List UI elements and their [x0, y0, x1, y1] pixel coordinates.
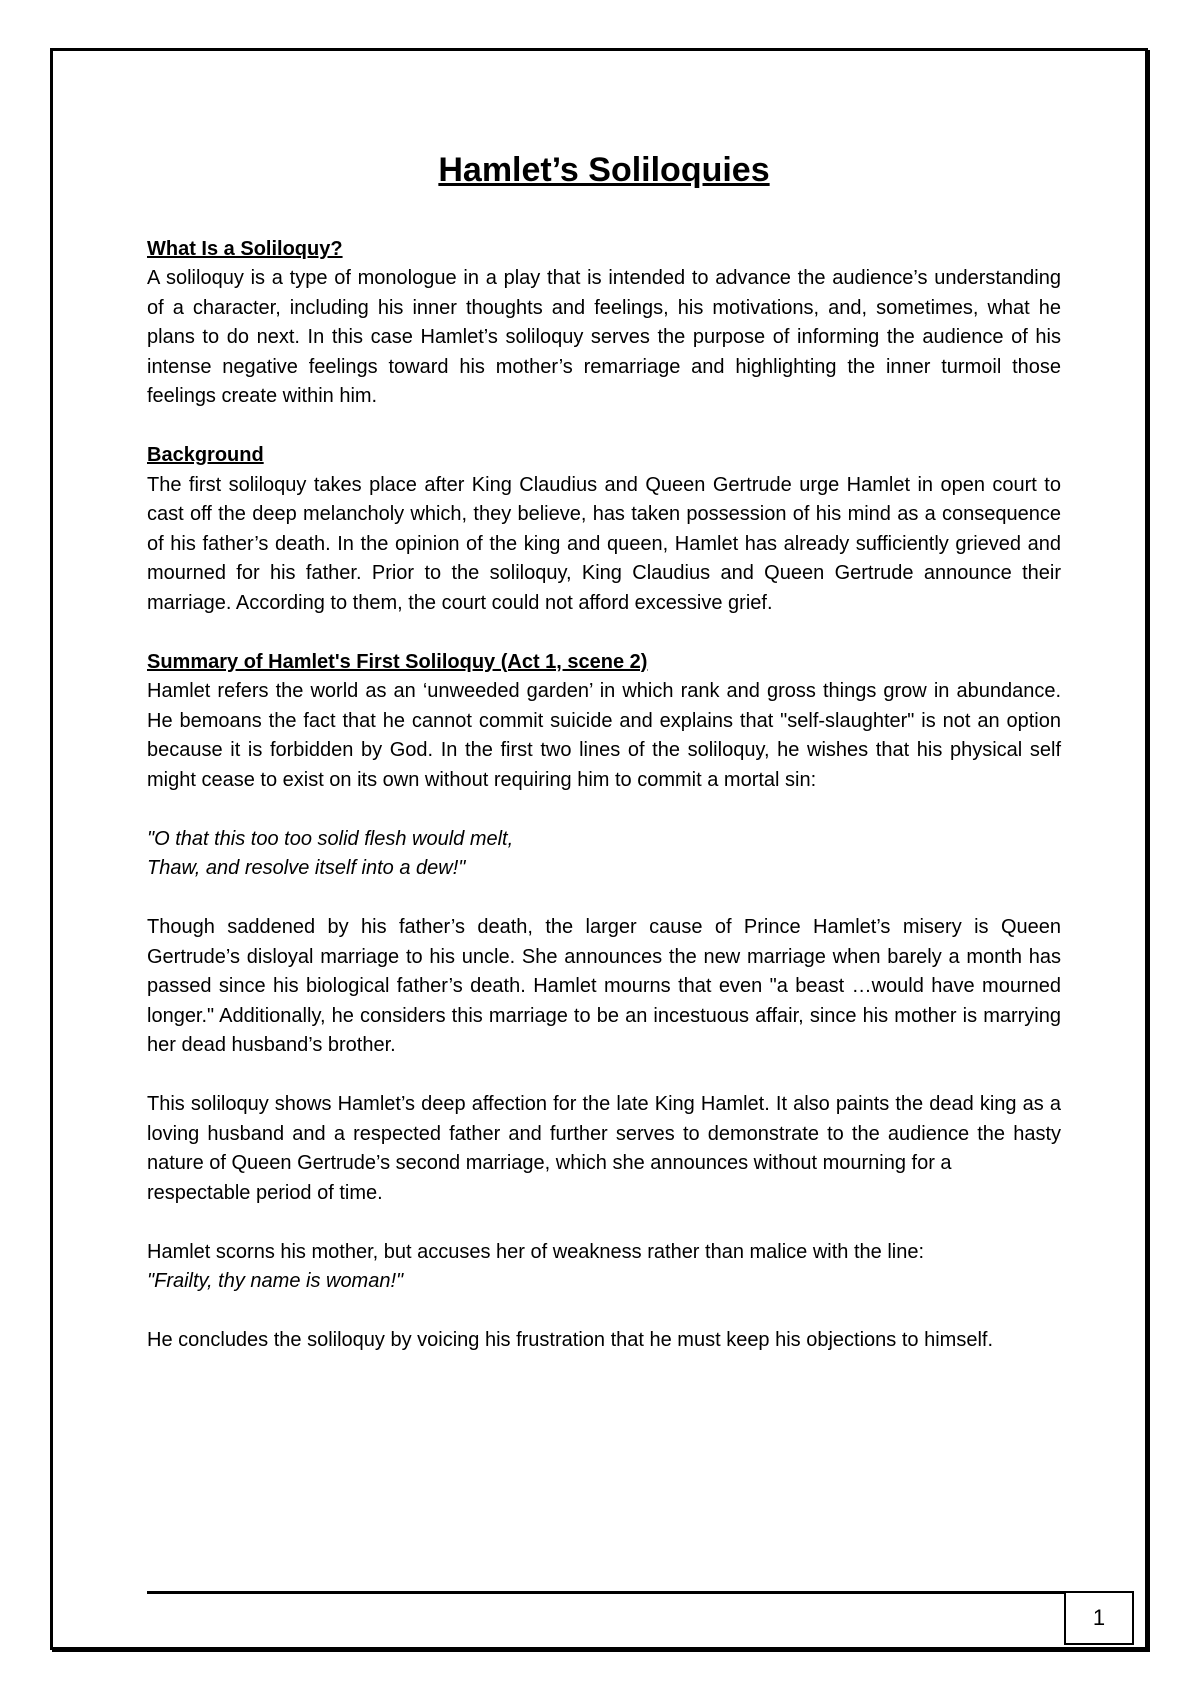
- spacer: [147, 618, 1061, 648]
- quote-line-1: "O that this too too solid flesh would melt,: [147, 827, 514, 850]
- spacer: [147, 1297, 1061, 1327]
- paragraph-affection-end: respectable period of time.: [147, 1181, 383, 1204]
- quote-line-2: Thaw, and resolve itself into a dew!": [147, 857, 466, 880]
- paragraph-conclusion: He concludes the soliloquy by voicing his frustration that he must keep his objections to himself.: [147, 1329, 993, 1352]
- spacer: [147, 1061, 1061, 1091]
- paragraph-what-is-soliloquy: A soliloquy is a type of monologue in a play that is intended to advance the audience’s understanding of a character, including his inner thoughts and feelings, his motivations, and, sometimes, what he plans to do next. In this case Hamlet’s soliloquy serves the purpose of informing the audience of his intense negative feelings toward his mother’s remarriage and highlighting the inner turmoil those feelings create within him.: [147, 267, 1061, 408]
- paragraph-affection: This soliloquy shows Hamlet’s deep affection for the late King Hamlet. It also paints the dead king as a loving husband and a respected father and further serves to demonstrate to the audience the hasty nature of Queen Gertrude’s second marriage, which she announces without mourning for a: [147, 1093, 1061, 1175]
- page-number: 1: [1064, 1591, 1134, 1645]
- paragraph-summary-intro: Hamlet refers the world as an ‘unweeded garden’ in which rank and gross things grow in abundance. He bemoans the fact that he cannot commit suicide and explains that "self-slaughter" is not an option because it is forbidden by God. In the first two lines of the soliloquy, he wishes that his physical self might cease to exist on its own without requiring him to commit a mortal sin:: [147, 680, 1061, 791]
- page-title: Hamlet’s Soliloquies: [438, 151, 770, 189]
- spacer: [147, 412, 1061, 442]
- document-body: [147, 150, 1061, 1356]
- paragraph-scorn: Hamlet scorns his mother, but accuses her of weakness rather than malice with the line:: [147, 1240, 925, 1263]
- paragraph-misery: Though saddened by his father’s death, the larger cause of Prince Hamlet’s misery is Queen Gertrude’s disloyal marriage to his uncle. She announces the new marriage when barely a month has passed since his biological father’s death. Hamlet mourns that even "a beast …would have mourned longer." Additionally, he considers this marriage to be an incestuous affair, since his mother is marrying her dead husband’s brother.: [147, 916, 1061, 1057]
- spacer: [147, 884, 1061, 914]
- footer-rule: [147, 1591, 1064, 1594]
- spacer: [147, 1208, 1061, 1238]
- heading-background: Background: [147, 444, 264, 467]
- spacer: [147, 795, 1061, 825]
- paragraph-background: The first soliloquy takes place after King Claudius and Queen Gertrude urge Hamlet in open court to cast off the deep melancholy which, they believe, has taken possession of his mind as a consequence of his father’s death. In the opinion of the king and queen, Hamlet has already sufficiently grieved and mourned for his father. Prior to the soliloquy, King Claudius and Queen Gertrude announce their marriage. According to them, the court could not afford excessive grief.: [147, 473, 1061, 614]
- quote-frailty: "Frailty, thy name is woman!": [147, 1270, 404, 1293]
- heading-summary: Summary of Hamlet's First Soliloquy (Act 1, scene 2): [147, 650, 648, 673]
- heading-what-is-soliloquy: What Is a Soliloquy?: [147, 237, 343, 260]
